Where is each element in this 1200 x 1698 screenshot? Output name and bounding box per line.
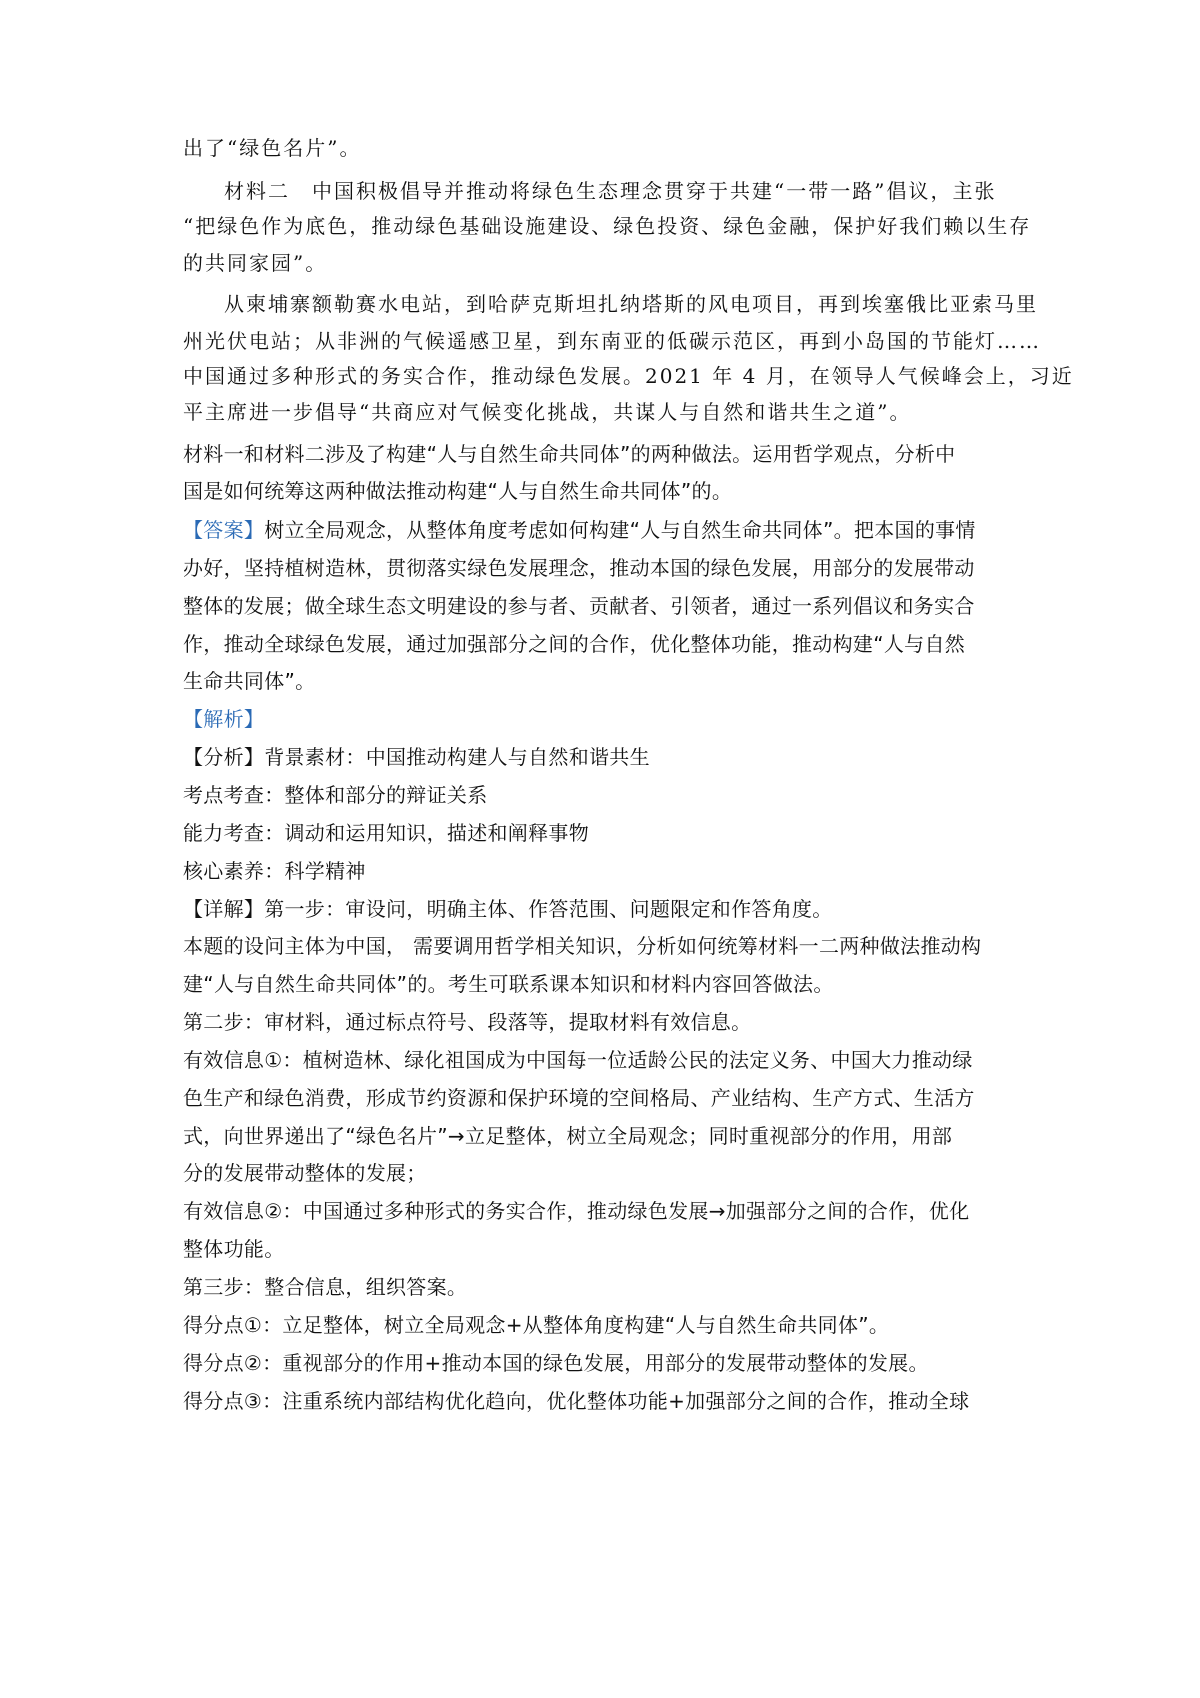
analysis-line: 色生产和绿色消费，形成节约资源和保护环境的空间格局、产业结构、生产方式、生活方 [183, 1086, 975, 1110]
answer-tag: 【答案】 [183, 518, 265, 542]
answer-line: 生命共同体”。 [183, 669, 316, 693]
analysis-line: 本题的设问主体为中国， 需要调用哲学相关知识，分析如何统筹材料一二两种做法推动构 [183, 934, 982, 958]
text-line: 材料二 中国积极倡导并推动将绿色生态理念贯穿于共建“一带一路”倡议，主张 [224, 179, 997, 203]
analysis-line: 建“人与自然生命共同体”的。考生可联系课本知识和材料内容回答做法。 [183, 972, 834, 996]
question-line: 材料一和材料二涉及了构建“人与自然生命共同体”的两种做法。运用哲学观点，分析中 [183, 442, 956, 466]
analysis-line: 第二步：审材料，通过标点符号、段落等，提取材料有效信息。 [183, 1010, 752, 1034]
analysis-line: 考点考查：整体和部分的辩证关系 [183, 783, 488, 807]
question-line: 国是如何统筹这两种做法推动构建“人与自然生命共同体”的。 [183, 479, 733, 503]
answer-line: 办好，坚持植树造林，贯彻落实绿色发展理念，推动本国的绿色发展，用部分的发展带动 [183, 556, 975, 580]
analysis-line: 有效信息①：植树造林、绿化祖国成为中国每一位适龄公民的法定义务、中国大力推动绿 [183, 1048, 973, 1072]
analysis-line: 【详解】第一步：审设问，明确主体、作答范围、问题限定和作答角度。 [183, 897, 833, 921]
text-line: 出了“绿色名片”。 [183, 136, 362, 160]
analysis-line: 得分点①：立足整体，树立全局观念+从整体角度构建“人与自然生命共同体”。 [183, 1313, 890, 1337]
text-line: “把绿色作为底色，推动绿色基础设施建设、绿色投资、绿色金融，保护好我们赖以生存 [183, 214, 1032, 238]
analysis-tag: 【解析】 [183, 707, 265, 731]
answer-line: 作，推动全球绿色发展，通过加强部分之间的合作，优化整体功能，推动构建“人与自然 [183, 632, 966, 656]
analysis-line: 得分点③：注重系统内部结构优化趋向，优化整体功能+加强部分之间的合作，推动全球 [183, 1389, 970, 1413]
text-line: 中国通过多种形式的务实合作，推动绿色发展。2021 年 4 月，在领导人气候峰会上，习近 [183, 364, 1074, 388]
analysis-line: 分的发展带动整体的发展； [183, 1161, 427, 1185]
analysis-line: 得分点②：重视部分的作用+推动本国的绿色发展，用部分的发展带动整体的发展。 [183, 1351, 929, 1375]
answer-line: 整体的发展；做全球生态文明建设的参与者、贡献者、引领者，通过一系列倡议和务实合 [183, 594, 975, 618]
analysis-line: 【分析】背景素材：中国推动构建人与自然和谐共生 [183, 745, 650, 769]
analysis-line: 核心素养：科学精神 [183, 859, 366, 883]
text-line: 平主席进一步倡导“共商应对气候变化挑战，共谋人与自然和谐共生之道”。 [183, 400, 912, 424]
text-line: 从柬埔寨额勒赛水电站，到哈萨克斯坦扎纳塔斯的风电项目，再到埃塞俄比亚索马里 [224, 292, 1038, 316]
answer-line: 【答案】树立全局观念，从整体角度考虑如何构建“人与自然生命共同体”。把本国的事情 [183, 518, 976, 542]
analysis-line: 能力考查：调动和运用知识，描述和阐释事物 [183, 821, 589, 845]
text-line: 的共同家园”。 [183, 251, 328, 275]
analysis-line: 式，向世界递出了“绿色名片”→立足整体，树立全局观念；同时重视部分的作用，用部 [183, 1124, 953, 1148]
analysis-line: 整体功能。 [183, 1237, 285, 1261]
analysis-line: 有效信息②：中国通过多种形式的务实合作，推动绿色发展→加强部分之间的合作，优化 [183, 1199, 970, 1223]
text-line: 州光伏电站；从非洲的气候遥感卫星，到东南亚的低碳示范区，再到小岛国的节能灯…… [183, 329, 1041, 353]
analysis-line: 第三步：整合信息，组织答案。 [183, 1275, 468, 1299]
